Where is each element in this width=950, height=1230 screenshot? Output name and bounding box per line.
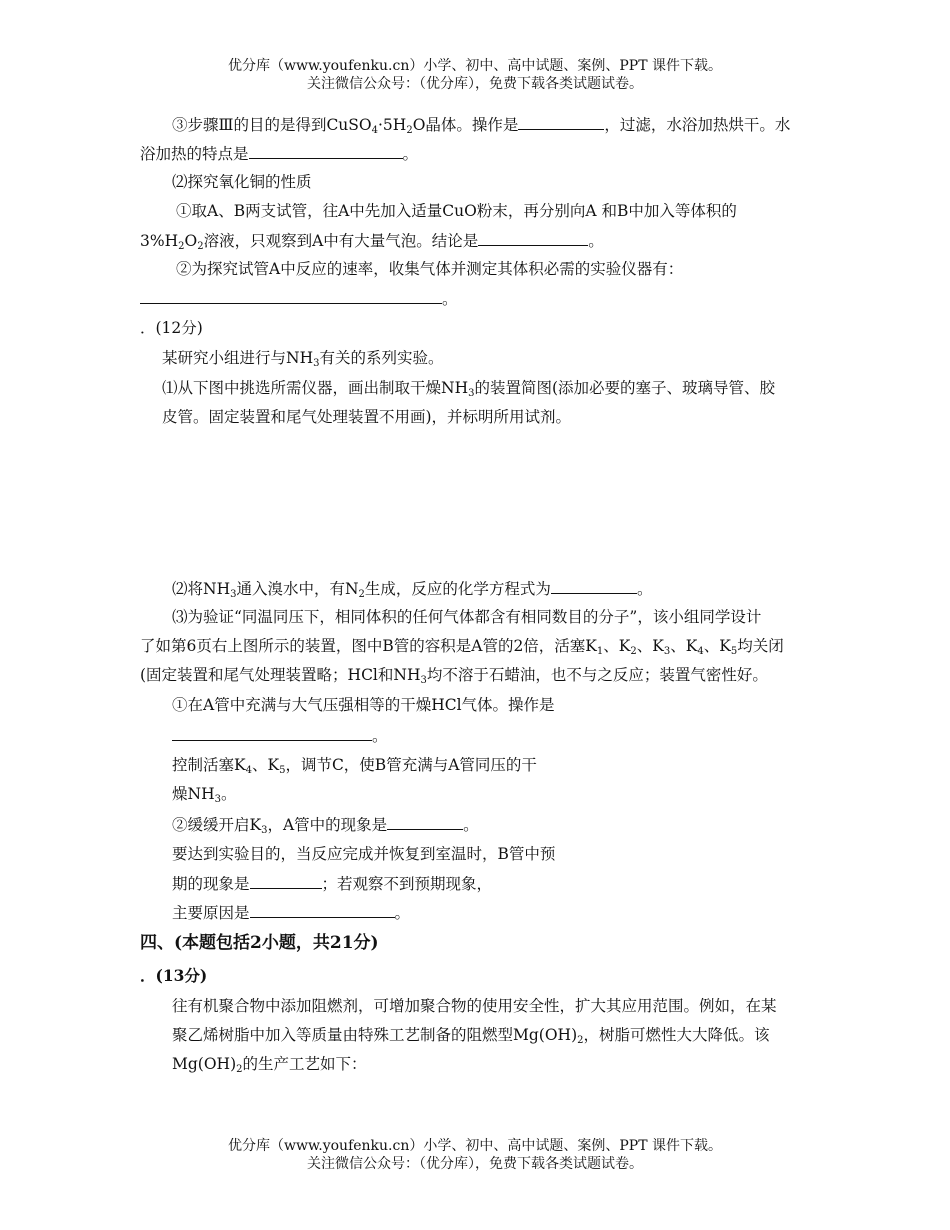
header-line-1: 优分库（www.youfenku.cn）小学、初中、高中试题、案例、PPT 课件下载。 <box>227 58 722 74</box>
section-4-line3: $Mg(OH)_2$的生产工艺如下： <box>172 1055 367 1075</box>
section-4-line1: 往有机聚合物中添加阻燃剂，可增加聚合物的使用安全性，扩大其应用范围。例如，在某 <box>172 997 777 1015</box>
nh3-part1-line1: ⑴从下图中挑选所需仪器，画出制取干燥$NH_3$的装置简图(添加必要的塞子、玻璃导管、胶 <box>162 379 776 399</box>
nh3-part3-line3: (固定装置和尾气处理装置略；HCl和$NH_3$均不溶于石蜡油，也不与之反应；装置气密性好。 <box>140 666 768 686</box>
part2-title: ⑵探究氧化铜的性质 <box>172 173 312 191</box>
nh3-step1-answer: 。 <box>172 725 388 746</box>
answer-blank-instruments[interactable] <box>140 288 442 304</box>
page-footer <box>0 1137 950 1173</box>
nh3-step2: ②缓缓开启$K_3$，A管中的现象是 。 <box>172 816 479 836</box>
nh3-dry: 燥$NH_3$。 <box>172 785 237 805</box>
nh3-goal: 要达到实验目的，当反应完成并恢复到室温时，B管中预 <box>172 845 556 863</box>
step3-line2: 浴加热的特点是 。 <box>140 145 419 163</box>
nh3-reason: 主要原因是 。 <box>172 904 411 922</box>
nh3-part3-line2: 了如第6页右上图所示的装置，图中B管的容积是A管的2倍，活塞$K_1$、$K_2$、$K_3$、$K_4$、$K_5$均关闭 <box>140 637 784 657</box>
footer-line-1: 优分库（www.youfenku.cn）小学、初中、高中试题、案例、PPT 课件下载。 <box>227 1138 722 1154</box>
nh3-part1-line2: 皮管。固定装置和尾气处理装置不用画)，并标明所用试剂。 <box>162 408 572 426</box>
nh3-part3-line1: ⑶为验证“同温同压下，相同体积的任何气体都含有相同数目的分子”，该小组同学设计 <box>172 608 762 626</box>
nh3-control-valves: 控制活塞$K_4$、$K_5$，调节C，使B管充满与A管同压的干 <box>172 756 537 776</box>
answer-blank-conclusion[interactable] <box>478 230 588 246</box>
part2-item1-line2: $3\%H_2O_2$溶液，只观察到A中有大量气泡。结论是 。 <box>140 232 604 252</box>
header-line-2: 关注微信公众号：（优分库），免费下载各类试题试卷。 <box>307 76 643 92</box>
nh3-question-number: ．(12分) <box>140 319 203 337</box>
answer-blank-operation[interactable] <box>518 114 604 130</box>
answer-blank-phenomenon[interactable] <box>387 814 463 830</box>
step3-line1: ③步骤Ⅲ的目的是得到$CuSO_4\cdot 5H_2O$晶体。操作是 ，过滤，水浴加热烘干。水 <box>172 116 791 136</box>
section-4-line2: 聚乙烯树脂中加入等质量由特殊工艺制备的阻燃型$Mg(OH)_2$，树脂可燃性大大降低。该 <box>172 1026 770 1046</box>
answer-blank-reason[interactable] <box>250 902 395 918</box>
answer-blank-fill-hcl[interactable] <box>172 725 372 741</box>
nh3-intro: 某研究小组进行与$NH_3$有关的系列实验。 <box>162 349 444 369</box>
answer-blank-expected[interactable] <box>250 873 322 889</box>
part2-item2: ②为探究试管A中反应的速率，收集气体并测定其体积必需的实验仪器有： <box>176 260 684 278</box>
answer-blank-water-bath[interactable] <box>249 143 403 159</box>
answer-blank-equation[interactable] <box>551 578 637 594</box>
section-4-question-number: ．(13分) <box>140 966 208 985</box>
section-4-heading: 四、(本题包括2小题，共21分) <box>140 933 379 953</box>
nh3-step1: ①在A管中充满与大气压强相等的干燥HCl气体。操作是 <box>172 696 555 714</box>
page-header <box>0 57 950 93</box>
part2-item1-line1: ①取A、B两支试管，往A中先加入适量CuO粉末，再分别向A 和B中加入等体积的 <box>176 202 737 220</box>
nh3-part2: ⑵将$NH_3$通入溴水中，有$N_2$生成，反应的化学方程式为 。 <box>172 580 653 600</box>
footer-line-2: 关注微信公众号：（优分库），免费下载各类试题试卷。 <box>307 1156 643 1172</box>
part2-item2-answer: 。 <box>140 288 458 309</box>
nh3-expected: 期的现象是 ；若观察不到预期现象， <box>172 875 493 893</box>
